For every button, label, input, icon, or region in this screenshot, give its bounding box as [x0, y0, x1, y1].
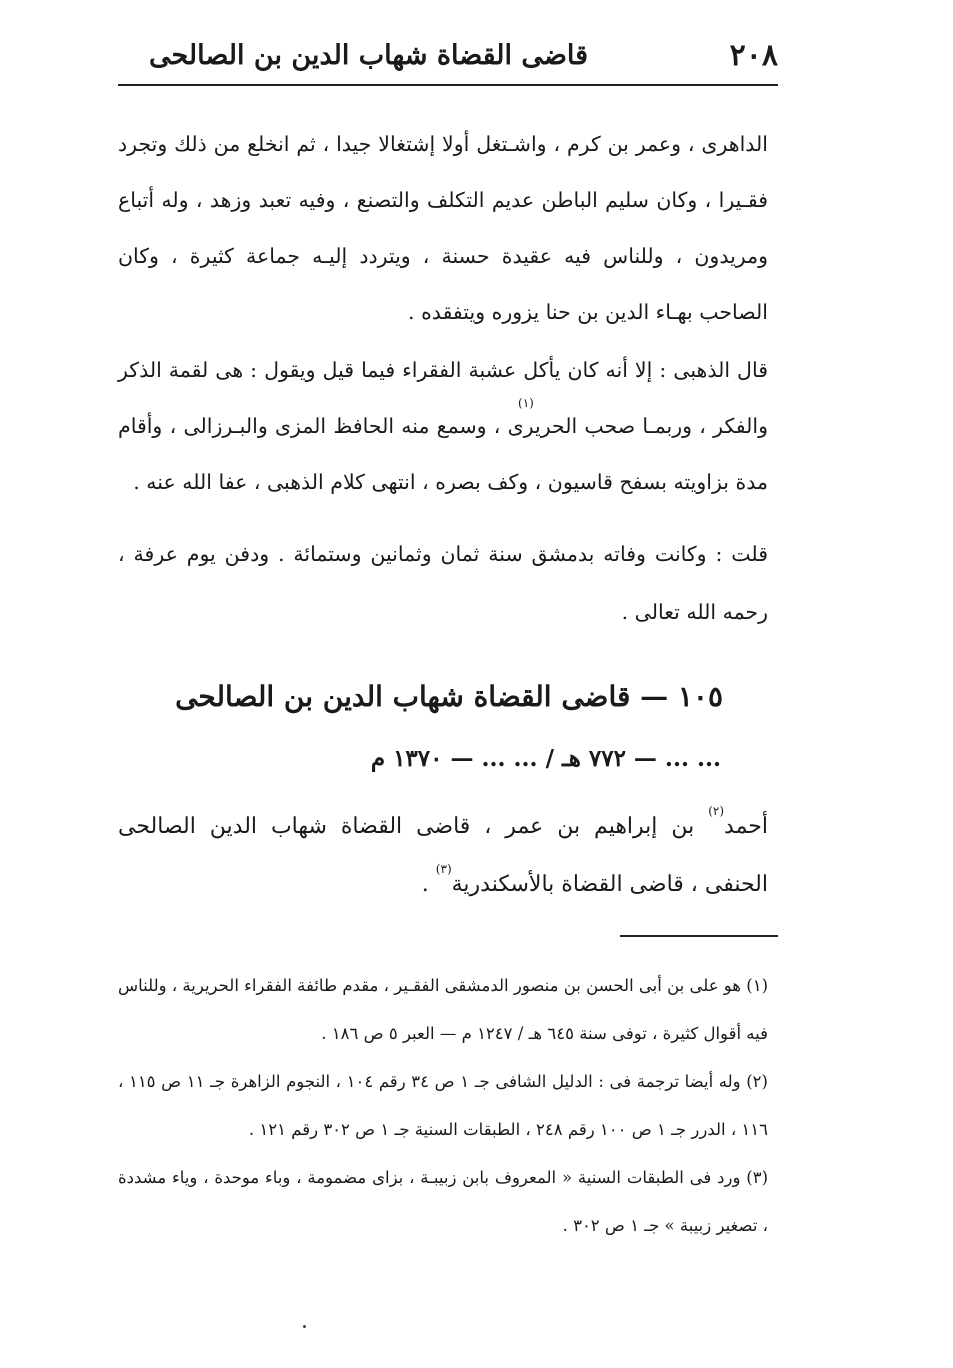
ink-speck — [303, 1325, 306, 1328]
paragraph-1: الداهرى ، وعمر بن كرم ، واشـتغل أولا إشتغالا جيدا ، ثم انخلع من ذلك وتجرد فقـيرا ، وكان سليم الباطن عديم التكلف والتصنع ، وفيه تعبد وزهد ، وله أتباع ومريدون ، وللناس فيه عقيدة حسنة ، ويتردد إليـه جماعة كثيرة ، وكان الصاحب بهـاء الدين بن حنا يزوره ويتفقده . — [118, 132, 768, 324]
footnote-marker-2: (٢) — [708, 804, 725, 818]
page-header — [118, 36, 778, 80]
page-number: ٢٠٨ — [729, 38, 778, 73]
footnote-marker-3: (٣) — [435, 862, 452, 876]
bio-text: بن إبراهيم بن عمر ، قاضى القضاة شهاب الدين الصالحى الحنفى ، قاضى القضاة بالأسكندرية — [118, 814, 768, 897]
footnote-2: (٢) وله أيضا ترجمة فى : الدليل الشافى جـ ١ ص ٣٤ رقم ١٠٤ ، النجوم الزاهرة جـ ١١ ص ١١٥ ، ١١٦ ، الدرر جـ ١ ص ١٠٠ رقم ٢٤٨ ، الطبقات السنية جـ ١ ص ٣٠٢ رقم ١٢١ . — [118, 1072, 768, 1139]
bio-name: أحمد — [724, 814, 768, 839]
entry-biography — [118, 798, 768, 914]
paragraph-3: قلت : وكانت وفاته بدمشق سنة ثمان وثمانين وستمائة . ودفن يوم عرفة ، رحمه الله تعالى . — [118, 542, 768, 624]
entry-title: ١٠٥ — قاضى القضاة شهاب الدين بن الصالحى — [175, 680, 723, 713]
footnote-1: (١) هو على بن أبى الحسن بن منصور الدمشقى الفقـير ، مقدم طائفة الفقراء الحريرية ، وللناس فيه أقوال كثيرة ، توفى سنة ٦٤٥ هـ / ١٢٤٧ م — العبر ٥ ص ١٨٦ . — [117, 976, 768, 1043]
footnote-3: (٣) ورد فى الطبقات السنية « المعروف بابن زبيبـة ، بزاى مضمومة ، وباء موحدة ، وياء مشددة ، تصغير زبيبة » جـ ١ ص ٣٠٢ . — [118, 1168, 768, 1235]
bio-end: . — [421, 872, 436, 897]
entry-dates: ... ... — ٧٧٢ هـ / ... ... — ١٣٧٠ م — [370, 745, 721, 772]
paragraph-2 — [118, 342, 768, 510]
paragraph-2-text: قال الذهبى : إلا أنه كان يأكل عشبة الفقراء فيما قيل ويقول : هى لقمة الذكر والفكر ، وربمـا صحب الحريرى ، وسمع منه الحافظ المزى والبـرزالى ، وأقام مدة بزاويته بسفح قاسيون ، وكف بصره ، انتهى كلام الذهبى ، عفا الله عنه . — [118, 358, 768, 494]
footnote-rule — [620, 935, 778, 937]
footnotes — [118, 962, 768, 1250]
header-rule — [118, 84, 778, 86]
running-title: قاضى القضاة شهاب الدين بن الصالحى — [148, 40, 588, 71]
footnote-marker-1: (١) — [518, 396, 534, 410]
